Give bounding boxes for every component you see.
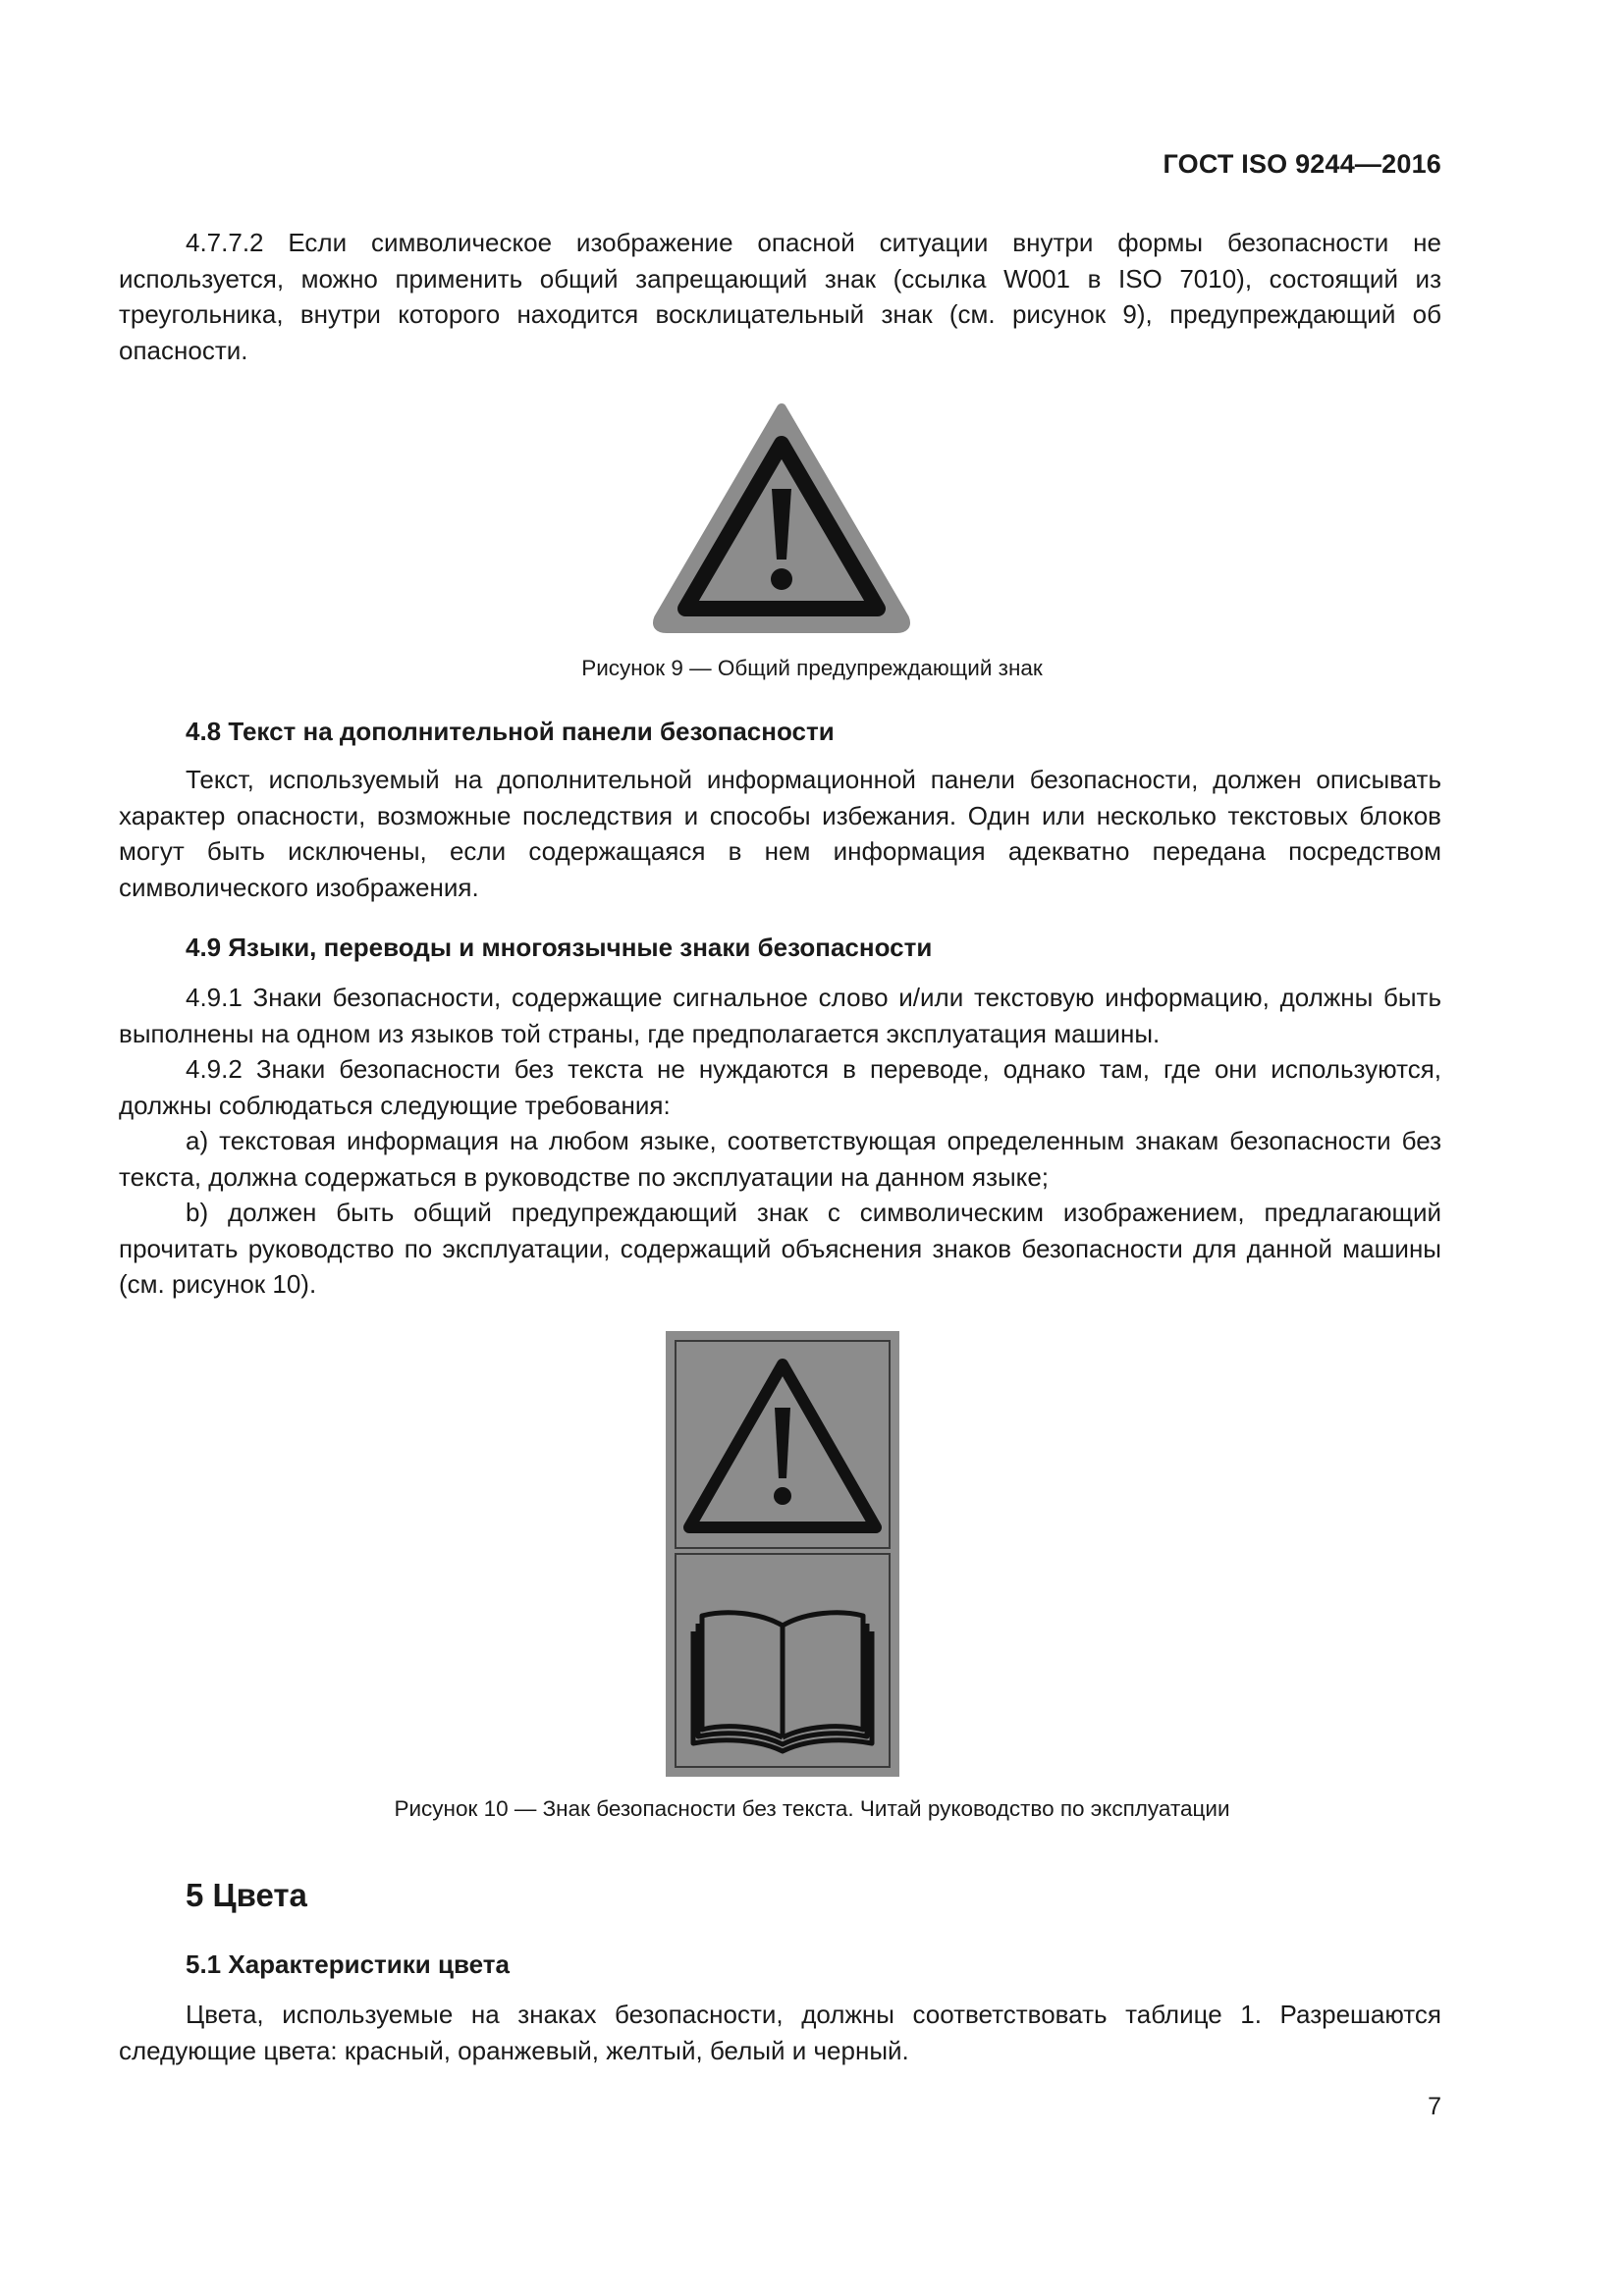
chapter-heading: 5 Цвета — [186, 1877, 307, 1913]
paragraph-4-9-2: 4.9.2 Знаки безопасности без текста не нуждаются в переводе, однако там, где они используются, должны соблюдаться следующие требования: — [119, 1054, 1441, 1120]
section-heading: 4.8 Текст на дополнительной панели безопасности — [186, 717, 835, 746]
paragraph-4-7-7-2 — [119, 225, 1441, 368]
figure-10-read-manual-sign — [666, 1331, 899, 1777]
list-item-a: a) текстовая информация на любом языке, соответствующая определенным знакам безопасности без текста, должна содержаться в руководстве по эксплуатации на данном языке; — [119, 1126, 1441, 1192]
paragraph-4-8 — [119, 762, 1441, 905]
section-5-1 — [119, 1949, 1441, 1980]
paragraph-5-1 — [119, 1997, 1441, 2068]
document-standard-header: ГОСТ ISO 9244—2016 — [1163, 149, 1441, 179]
paragraph-4-9-1: 4.9.1 Знаки безопасности, содержащие сигнальное слово и/или текстовую информацию, должны быть выполнены на одном из языков той страны, где предполагается эксплуатация машины. — [119, 983, 1441, 1048]
paragraph-text: Цвета, используемые на знаках безопасности, должны соответствовать таблице 1. Разрешаются следующие цвета: красный, оранжевый, желтый, белый и черный. — [119, 2000, 1441, 2065]
figure-9-warning-sign — [651, 400, 912, 636]
paragraph-4-9 — [119, 980, 1441, 1303]
chapter-5 — [119, 1877, 1441, 1914]
section-4-8 — [119, 717, 1441, 747]
figure-9-caption: Рисунок 9 — Общий предупреждающий знак — [581, 656, 1043, 680]
warning-triangle-icon — [658, 408, 905, 628]
paragraph-text: Текст, используемый на дополнительной информационной панели безопасности, должен описывать характер опасности, возможные последствия и способы избежания. Один или несколько текстовых блоков могут быть исключены, если содержащаяся в нем информация адекватно передана посредством символического изображения. — [119, 765, 1441, 902]
section-heading: 4.9 Языки, переводы и многоязычные знаки безопасности — [186, 933, 933, 962]
section-4-9 — [119, 933, 1441, 963]
page-number: 7 — [1428, 2093, 1441, 2120]
paragraph-text: 4.7.7.2 Если символическое изображение опасной ситуации внутри формы безопасности не используется, можно применить общий запрещающий знак (ссылка W001 в ISO 7010), состоящий из треугольника, внутри которого находится восклицательный знак (см. рисунок 9), предупреждающий об опасности. — [119, 228, 1441, 365]
section-heading: 5.1 Характеристики цвета — [186, 1949, 510, 1979]
list-item-b: b) должен быть общий предупреждающий знак с символическим изображением, предлагающий прочитать руководство по эксплуатации, содержащий объяснения знаков безопасности для данной машины (см. рисунок 10). — [119, 1198, 1441, 1299]
figure-10-caption: Рисунок 10 — Знак безопасности без текста. Читай руководство по эксплуатации — [394, 1796, 1230, 1821]
